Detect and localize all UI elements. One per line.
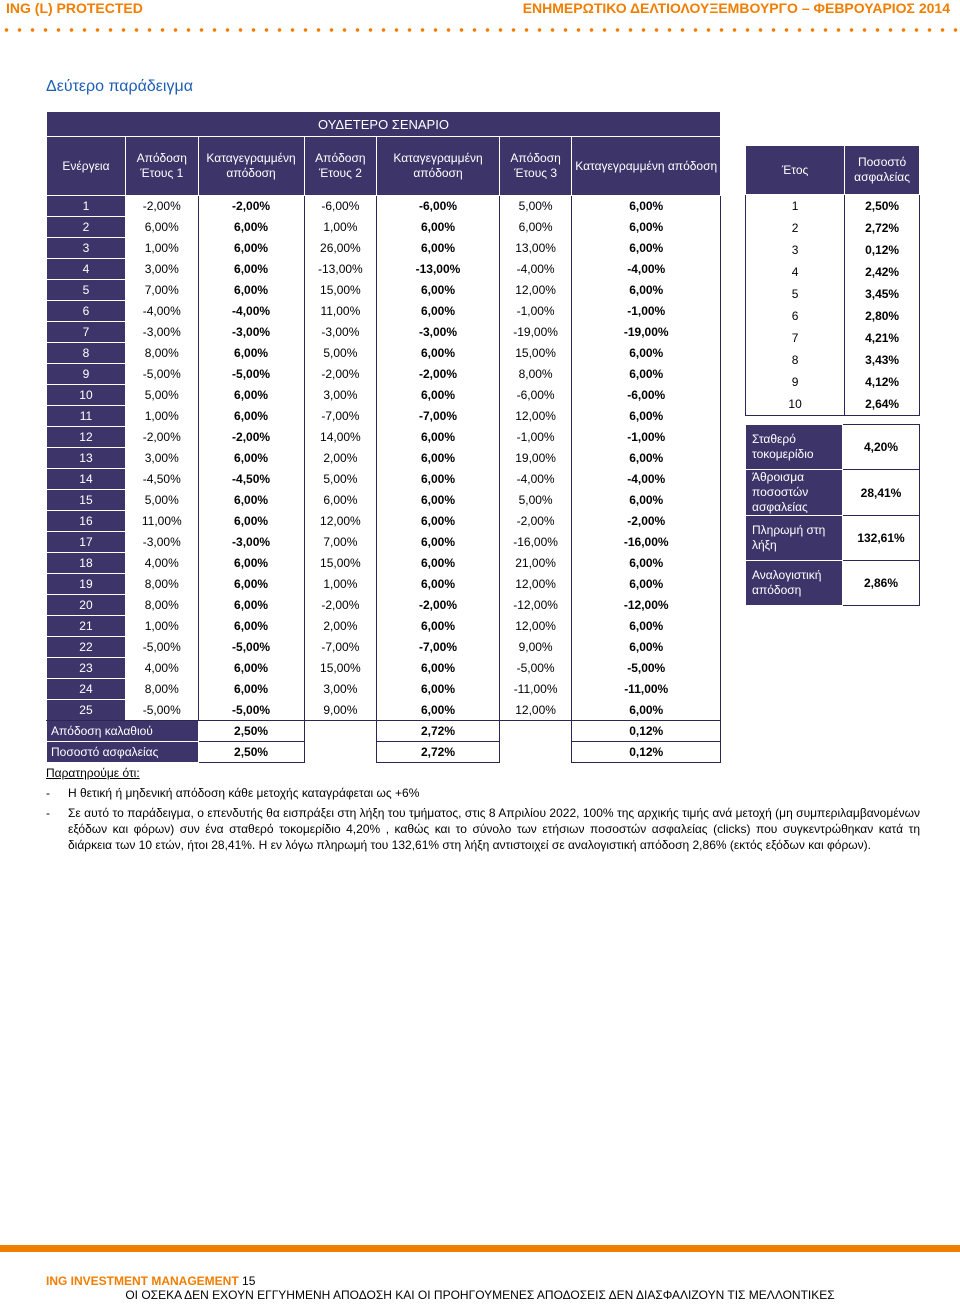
table-cell: 6,00% bbox=[572, 238, 721, 259]
spacer-cell bbox=[499, 721, 572, 742]
summary-label: Απόδοση καλαθιού bbox=[47, 721, 199, 742]
table-cell: -7,00% bbox=[304, 637, 377, 658]
table-cell: 15,00% bbox=[304, 658, 377, 679]
column-headers bbox=[47, 137, 721, 196]
table-cell: -11,00% bbox=[499, 679, 572, 700]
footer-disclaimer: ΟΙ ΟΣΕΚΑ ΔΕΝ ΕΧΟΥΝ ΕΓΓΥΗΜΕΝΗ ΑΠΟΔΟΣΗ ΚΑΙ ΟΙ ΠΡΟΗΓΟΥΜΕΝΕΣ ΑΠΟΔΟΣΕΙΣ ΔΕΝ ΔΙΑΣΦΑΛΙΖΟΥΝ ΤΙΣ ΜΕΛΛΟΝΤΙΚΕΣ bbox=[125, 1288, 835, 1302]
table-cell: -1,00% bbox=[572, 427, 721, 448]
notes-intro: Παρατηρούμε ότι: bbox=[46, 766, 140, 780]
table-cell: 14,00% bbox=[304, 427, 377, 448]
table-cell: 1,00% bbox=[304, 574, 377, 595]
safety-rate-cell: 4,21% bbox=[845, 327, 920, 349]
row-number: 19 bbox=[47, 574, 126, 595]
table-cell: -4,00% bbox=[499, 469, 572, 490]
summary-table bbox=[745, 424, 920, 606]
table-cell: 6,00% bbox=[377, 490, 500, 511]
table-cell: -2,00% bbox=[125, 196, 198, 217]
summary-row bbox=[47, 721, 721, 742]
table-cell: 8,00% bbox=[125, 679, 198, 700]
table-cell: 4,00% bbox=[125, 553, 198, 574]
table-cell: 6,00% bbox=[572, 490, 721, 511]
table-row bbox=[47, 679, 721, 700]
table-cell: -5,00% bbox=[125, 700, 198, 721]
year-cell: 3 bbox=[746, 239, 845, 261]
table-cell: -1,00% bbox=[499, 301, 572, 322]
table-cell: 12,00% bbox=[499, 574, 572, 595]
column-header: Καταγεγραμμένη απόδοση bbox=[377, 137, 500, 196]
table-cell: 7,00% bbox=[304, 532, 377, 553]
table-cell: 6,00% bbox=[572, 574, 721, 595]
section-title: Δεύτερο παράδειγμα bbox=[46, 78, 193, 95]
table-cell: 6,00% bbox=[198, 238, 304, 259]
table-cell: 15,00% bbox=[499, 343, 572, 364]
year-safety-table bbox=[745, 145, 920, 416]
table-cell: 9,00% bbox=[499, 637, 572, 658]
table-row bbox=[746, 305, 920, 327]
summary-row bbox=[746, 425, 920, 470]
table-cell: -3,00% bbox=[198, 322, 304, 343]
table-cell: -2,00% bbox=[499, 511, 572, 532]
table-cell: 6,00% bbox=[499, 217, 572, 238]
table-cell: -2,00% bbox=[304, 364, 377, 385]
summary-label: Πληρωμή στη λήξη bbox=[746, 516, 843, 561]
table-row bbox=[47, 259, 721, 280]
table-row bbox=[47, 553, 721, 574]
row-number: 5 bbox=[47, 280, 126, 301]
spacer-cell bbox=[304, 742, 377, 763]
table-cell: -1,00% bbox=[499, 427, 572, 448]
row-number: 23 bbox=[47, 658, 126, 679]
row-number: 8 bbox=[47, 343, 126, 364]
table-row bbox=[746, 393, 920, 416]
row-number: 4 bbox=[47, 259, 126, 280]
table-cell: -5,00% bbox=[198, 637, 304, 658]
year-cell: 8 bbox=[746, 349, 845, 371]
table-cell: -2,00% bbox=[572, 511, 721, 532]
summary-value: 2,50% bbox=[198, 742, 304, 763]
table-cell: 1,00% bbox=[304, 217, 377, 238]
footer-brand: ING INVESTMENT MANAGEMENT bbox=[46, 1274, 239, 1288]
table-cell: -6,00% bbox=[304, 196, 377, 217]
summary-value: 0,12% bbox=[572, 721, 721, 742]
table-cell: 6,00% bbox=[377, 574, 500, 595]
year-cell: 1 bbox=[746, 195, 845, 218]
table-cell: 2,00% bbox=[304, 448, 377, 469]
table-row bbox=[47, 532, 721, 553]
table-cell: -2,00% bbox=[304, 595, 377, 616]
table-row bbox=[47, 637, 721, 658]
year-cell: 7 bbox=[746, 327, 845, 349]
table-cell: 8,00% bbox=[125, 343, 198, 364]
table-cell: 4,00% bbox=[125, 658, 198, 679]
table-row bbox=[47, 301, 721, 322]
table-cell: -5,00% bbox=[198, 700, 304, 721]
notes bbox=[46, 765, 920, 853]
table-cell: 6,00% bbox=[572, 616, 721, 637]
column-header: Έτος bbox=[746, 146, 845, 195]
table-row bbox=[746, 327, 920, 349]
table-row bbox=[47, 238, 721, 259]
summary-row bbox=[746, 561, 920, 606]
table-cell: -6,00% bbox=[572, 385, 721, 406]
table-cell: -5,00% bbox=[125, 637, 198, 658]
row-number: 13 bbox=[47, 448, 126, 469]
summary-value: 2,86% bbox=[843, 561, 920, 606]
row-number: 20 bbox=[47, 595, 126, 616]
table-row bbox=[47, 217, 721, 238]
table-row bbox=[746, 371, 920, 393]
table-cell: 12,00% bbox=[499, 406, 572, 427]
table-cell: -3,00% bbox=[125, 532, 198, 553]
table-row bbox=[47, 322, 721, 343]
year-cell: 9 bbox=[746, 371, 845, 393]
table-row bbox=[47, 469, 721, 490]
table-cell: 6,00% bbox=[572, 280, 721, 301]
summary-label: Σταθερό τοκομερίδιο bbox=[746, 425, 843, 470]
note-item: - Σε αυτό το παράδειγμα, ο επενδυτής θα εισπράξει στη λήξη του τμήματος, στις 8 Απριλίου 2022, 100% της αρχικής τιμής ανά μετοχή (μη συμπεριλαμβανομένων εξόδων και φόρων) συν ένα σταθερό τοκομερίδιο 4,20% , καθώς και το σύνολο των ετήσιων ποσοστών ασφαλείας (clicks) που συγκεντρώθηκαν κατά τη διάρκεια των 10 ετών, ήτοι 28,41%. Η εν λόγω πληρωμή του 132,61% στη λήξη αντιστοιχεί σε αναλογιστική απόδοση 2,86% (εκτός εξόδων και φόρων). bbox=[46, 806, 920, 852]
scenario-table bbox=[46, 111, 721, 763]
table-cell: 6,00% bbox=[198, 574, 304, 595]
safety-rate-cell: 4,12% bbox=[845, 371, 920, 393]
summary-label: Ποσοστό ασφαλείας bbox=[47, 742, 199, 763]
header-right: ΕΝΗΜΕΡΩΤΙΚΟ ΔΕΛΤΙΟΛΟΥΞΕΜΒΟΥΡΓΟ – ΦΕΒΡΟΥΑΡΙΟΣ 2014 bbox=[522, 0, 950, 16]
table-row bbox=[746, 283, 920, 305]
row-number: 25 bbox=[47, 700, 126, 721]
table-cell: -13,00% bbox=[377, 259, 500, 280]
table-cell: 11,00% bbox=[125, 511, 198, 532]
table-cell: 21,00% bbox=[499, 553, 572, 574]
table-cell: 6,00% bbox=[198, 259, 304, 280]
table-cell: -5,00% bbox=[198, 364, 304, 385]
table-cell: 6,00% bbox=[377, 280, 500, 301]
summary-label: Άθροισμα ποσοστών ασφαλείας bbox=[746, 470, 843, 516]
row-number: 7 bbox=[47, 322, 126, 343]
column-header: Απόδοση Έτους 3 bbox=[499, 137, 572, 196]
table-cell: 6,00% bbox=[377, 679, 500, 700]
table-cell: -7,00% bbox=[377, 406, 500, 427]
table-cell: 13,00% bbox=[499, 238, 572, 259]
table-cell: -19,00% bbox=[499, 322, 572, 343]
row-number: 3 bbox=[47, 238, 126, 259]
table-row bbox=[47, 427, 721, 448]
row-number: 10 bbox=[47, 385, 126, 406]
summary-row bbox=[746, 470, 920, 516]
column-header: Ενέργεια bbox=[47, 137, 126, 196]
row-number: 2 bbox=[47, 217, 126, 238]
table-cell: 6,00% bbox=[198, 595, 304, 616]
safety-rate-cell: 3,45% bbox=[845, 283, 920, 305]
table-cell: -19,00% bbox=[572, 322, 721, 343]
table-cell: 3,00% bbox=[304, 679, 377, 700]
table-cell: 6,00% bbox=[572, 553, 721, 574]
table-cell: 6,00% bbox=[377, 616, 500, 637]
table-cell: -16,00% bbox=[572, 532, 721, 553]
table-row bbox=[47, 511, 721, 532]
table-cell: -12,00% bbox=[499, 595, 572, 616]
table-cell: 5,00% bbox=[499, 196, 572, 217]
table-cell: 6,00% bbox=[125, 217, 198, 238]
summary-value: 2,50% bbox=[198, 721, 304, 742]
table-cell: 2,00% bbox=[304, 616, 377, 637]
table-cell: 6,00% bbox=[377, 469, 500, 490]
table-cell: 1,00% bbox=[125, 238, 198, 259]
table-cell: -3,00% bbox=[304, 322, 377, 343]
safety-rate-cell: 2,42% bbox=[845, 261, 920, 283]
table-row bbox=[47, 595, 721, 616]
safety-rate-cell: 2,64% bbox=[845, 393, 920, 416]
summary-label: Αναλογιστική απόδοση bbox=[746, 561, 843, 606]
table-cell: 9,00% bbox=[304, 700, 377, 721]
table-cell: -4,00% bbox=[125, 301, 198, 322]
table-cell: 5,00% bbox=[304, 469, 377, 490]
table-cell: -4,50% bbox=[125, 469, 198, 490]
table-cell: -4,00% bbox=[198, 301, 304, 322]
table-cell: -4,00% bbox=[572, 259, 721, 280]
note-item: - Η θετική ή μηδενική απόδοση κάθε μετοχής καταγράφεται ως +6% bbox=[46, 786, 420, 800]
table-cell: 6,00% bbox=[377, 553, 500, 574]
table-cell: 19,00% bbox=[499, 448, 572, 469]
table-cell: 6,00% bbox=[198, 280, 304, 301]
table-cell: -7,00% bbox=[377, 637, 500, 658]
table-cell: 15,00% bbox=[304, 280, 377, 301]
row-number: 12 bbox=[47, 427, 126, 448]
table-cell: -2,00% bbox=[198, 427, 304, 448]
column-header: Καταγεγραμμένη απόδοση bbox=[198, 137, 304, 196]
table-cell: 3,00% bbox=[304, 385, 377, 406]
row-number: 22 bbox=[47, 637, 126, 658]
table-row bbox=[47, 616, 721, 637]
table-cell: 6,00% bbox=[198, 679, 304, 700]
table-cell: -7,00% bbox=[304, 406, 377, 427]
table-cell: 6,00% bbox=[198, 658, 304, 679]
table-cell: 8,00% bbox=[499, 364, 572, 385]
table-cell: 12,00% bbox=[499, 700, 572, 721]
table-cell: 12,00% bbox=[304, 511, 377, 532]
table-cell: 8,00% bbox=[125, 574, 198, 595]
table-row bbox=[746, 195, 920, 218]
table-cell: 12,00% bbox=[499, 616, 572, 637]
scenario-title: ΟΥΔΕΤΕΡΟ ΣΕΝΑΡΙΟ bbox=[47, 112, 721, 137]
note-text: Η θετική ή μηδενική απόδοση κάθε μετοχής καταγράφεται ως +6% bbox=[68, 786, 420, 800]
table-cell: 6,00% bbox=[198, 406, 304, 427]
safety-rate-cell: 0,12% bbox=[845, 239, 920, 261]
row-number: 15 bbox=[47, 490, 126, 511]
table-cell: -1,00% bbox=[572, 301, 721, 322]
summary-row bbox=[746, 516, 920, 561]
table-cell: 6,00% bbox=[377, 448, 500, 469]
column-header: Απόδοση Έτους 2 bbox=[304, 137, 377, 196]
table-cell: -5,00% bbox=[499, 658, 572, 679]
table-cell: 6,00% bbox=[377, 511, 500, 532]
summary-value: 4,20% bbox=[843, 425, 920, 470]
spacer-cell bbox=[304, 721, 377, 742]
table-cell: 6,00% bbox=[572, 196, 721, 217]
table-row bbox=[47, 700, 721, 721]
table-cell: 6,00% bbox=[198, 448, 304, 469]
safety-rate-cell: 2,80% bbox=[845, 305, 920, 327]
table-cell: 12,00% bbox=[499, 280, 572, 301]
table-cell: 15,00% bbox=[304, 553, 377, 574]
row-number: 11 bbox=[47, 406, 126, 427]
footer-brand-line bbox=[46, 1274, 255, 1288]
row-number: 18 bbox=[47, 553, 126, 574]
year-cell: 2 bbox=[746, 217, 845, 239]
summary-value: 2,72% bbox=[377, 721, 500, 742]
summary-value: 2,72% bbox=[377, 742, 500, 763]
year-table-rows bbox=[746, 195, 920, 416]
table-cell: 7,00% bbox=[125, 280, 198, 301]
table-cell: -5,00% bbox=[125, 364, 198, 385]
table-cell: -5,00% bbox=[572, 658, 721, 679]
row-number: 9 bbox=[47, 364, 126, 385]
year-cell: 4 bbox=[746, 261, 845, 283]
table-cell: -16,00% bbox=[499, 532, 572, 553]
table-cell: 6,00% bbox=[377, 427, 500, 448]
table-cell: -11,00% bbox=[572, 679, 721, 700]
table-cell: 1,00% bbox=[125, 406, 198, 427]
summary-value: 0,12% bbox=[572, 742, 721, 763]
table-row bbox=[746, 261, 920, 283]
table-cell: 5,00% bbox=[304, 343, 377, 364]
table-cell: 6,00% bbox=[377, 658, 500, 679]
table-cell: 5,00% bbox=[125, 385, 198, 406]
table-cell: 6,00% bbox=[198, 217, 304, 238]
table-cell: 6,00% bbox=[377, 700, 500, 721]
safety-rate-cell: 3,43% bbox=[845, 349, 920, 371]
table-cell: 6,00% bbox=[572, 700, 721, 721]
table-cell: 6,00% bbox=[377, 385, 500, 406]
header-dotted-rule bbox=[0, 27, 960, 33]
table-row bbox=[47, 490, 721, 511]
scenario-rows bbox=[47, 196, 721, 763]
summary-value: 132,61% bbox=[843, 516, 920, 561]
table-row bbox=[746, 217, 920, 239]
safety-rate-cell: 2,72% bbox=[845, 217, 920, 239]
header-left: ING (L) PROTECTED bbox=[6, 0, 143, 16]
row-number: 6 bbox=[47, 301, 126, 322]
spacer-cell bbox=[499, 742, 572, 763]
table-cell: 6,00% bbox=[377, 217, 500, 238]
table-row bbox=[746, 349, 920, 371]
table-cell: 6,00% bbox=[377, 301, 500, 322]
row-number: 17 bbox=[47, 532, 126, 553]
year-cell: 5 bbox=[746, 283, 845, 305]
table-row bbox=[746, 239, 920, 261]
table-cell: -4,00% bbox=[572, 469, 721, 490]
table-cell: 6,00% bbox=[572, 364, 721, 385]
table-cell: -12,00% bbox=[572, 595, 721, 616]
note-text: Σε αυτό το παράδειγμα, ο επενδυτής θα εισπράξει στη λήξη του τμήματος, στις 8 Απριλίου 2022, 100% της αρχικής τιμής ανά μετοχή (μη συμπεριλαμβανομένων εξόδων και φόρων) συν ένα σταθερό τοκομερίδιο 4,20% , καθώς και το σύνολο των ετήσιων ποσοστών ασφαλείας (clicks) που συγκεντρώθηκαν κατά τη διάρκεια των 10 ετών, ήτοι 28,41%. Η εν λόγω πληρωμή του 132,61% στη λήξη αντιστοιχεί σε αναλογιστική απόδοση 2,86% (εκτός εξόδων και φόρων). bbox=[68, 806, 920, 852]
table-cell: 6,00% bbox=[198, 490, 304, 511]
year-cell: 6 bbox=[746, 305, 845, 327]
table-cell: 6,00% bbox=[572, 343, 721, 364]
table-row bbox=[47, 574, 721, 595]
year-table-headers bbox=[746, 146, 920, 195]
table-cell: 6,00% bbox=[572, 448, 721, 469]
year-cell: 10 bbox=[746, 393, 845, 416]
summary-row bbox=[47, 742, 721, 763]
column-header: Ποσοστό ασφαλείας bbox=[845, 146, 920, 195]
table-cell: 5,00% bbox=[499, 490, 572, 511]
table-cell: 3,00% bbox=[125, 259, 198, 280]
safety-rate-cell: 2,50% bbox=[845, 195, 920, 218]
table-row bbox=[47, 406, 721, 427]
row-number: 24 bbox=[47, 679, 126, 700]
table-cell: 5,00% bbox=[125, 490, 198, 511]
table-cell: -3,00% bbox=[377, 322, 500, 343]
column-header: Καταγεγραμμένη απόδοση bbox=[572, 137, 721, 196]
table-cell: -6,00% bbox=[377, 196, 500, 217]
table-cell: 6,00% bbox=[198, 616, 304, 637]
footer-rule bbox=[0, 1245, 960, 1252]
table-cell: 6,00% bbox=[572, 406, 721, 427]
table-row bbox=[47, 448, 721, 469]
table-cell: -4,50% bbox=[198, 469, 304, 490]
table-cell: 6,00% bbox=[304, 490, 377, 511]
column-header: Απόδοση Έτους 1 bbox=[125, 137, 198, 196]
table-cell: 3,00% bbox=[125, 448, 198, 469]
table-cell: -2,00% bbox=[377, 364, 500, 385]
table-cell: 1,00% bbox=[125, 616, 198, 637]
table-row bbox=[47, 658, 721, 679]
table-cell: 26,00% bbox=[304, 238, 377, 259]
table-cell: -2,00% bbox=[377, 595, 500, 616]
table-cell: 11,00% bbox=[304, 301, 377, 322]
table-cell: 8,00% bbox=[125, 595, 198, 616]
table-cell: -13,00% bbox=[304, 259, 377, 280]
table-cell: 6,00% bbox=[377, 238, 500, 259]
table-cell: 6,00% bbox=[198, 385, 304, 406]
table-cell: -3,00% bbox=[125, 322, 198, 343]
table-cell: -2,00% bbox=[198, 196, 304, 217]
table-row bbox=[47, 196, 721, 217]
row-number: 21 bbox=[47, 616, 126, 637]
table-row bbox=[47, 280, 721, 301]
row-number: 14 bbox=[47, 469, 126, 490]
table-row bbox=[47, 385, 721, 406]
table-cell: -2,00% bbox=[125, 427, 198, 448]
table-cell: 6,00% bbox=[572, 637, 721, 658]
table-cell: 6,00% bbox=[198, 511, 304, 532]
row-number: 16 bbox=[47, 511, 126, 532]
table-row bbox=[47, 343, 721, 364]
table-row bbox=[47, 364, 721, 385]
summary-value: 28,41% bbox=[843, 470, 920, 516]
table-cell: 6,00% bbox=[572, 217, 721, 238]
table-cell: 6,00% bbox=[377, 343, 500, 364]
table-cell: -3,00% bbox=[198, 532, 304, 553]
page-number: 15 bbox=[242, 1274, 256, 1288]
table-cell: 6,00% bbox=[198, 553, 304, 574]
table-cell: 6,00% bbox=[198, 343, 304, 364]
table-cell: -4,00% bbox=[499, 259, 572, 280]
row-number: 1 bbox=[47, 196, 126, 217]
table-cell: 6,00% bbox=[377, 532, 500, 553]
table-cell: -6,00% bbox=[499, 385, 572, 406]
